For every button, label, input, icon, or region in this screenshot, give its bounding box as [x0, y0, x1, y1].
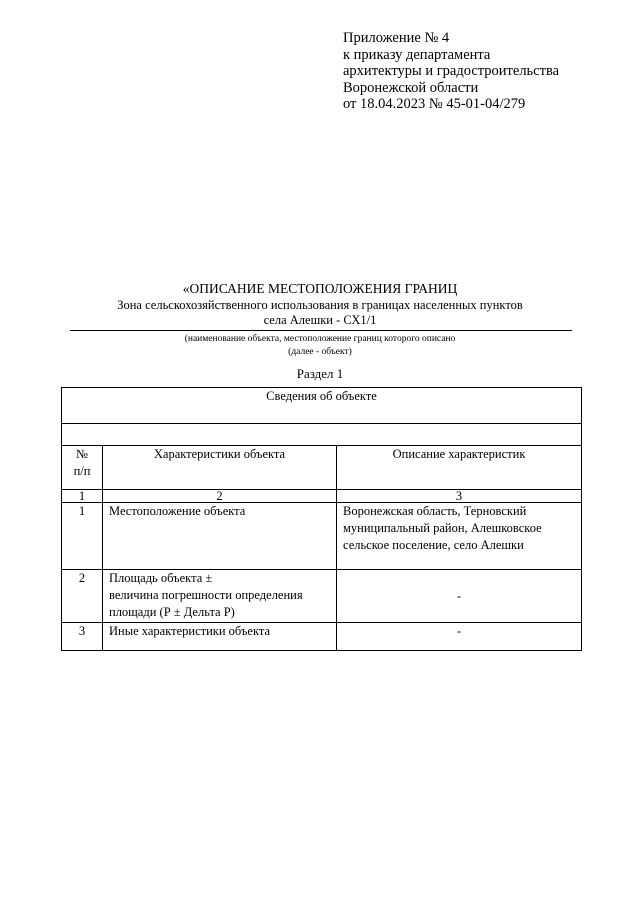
- table-heading-row: [62, 388, 582, 424]
- row-characteristic: [103, 503, 337, 570]
- characteristic-line: Иные характеристики объекта: [109, 624, 271, 638]
- row-description: -: [337, 570, 582, 623]
- row-description: -: [337, 623, 582, 651]
- object-name-caption: [120, 333, 520, 358]
- column-number: 2: [103, 490, 337, 503]
- row-number: 2: [62, 570, 103, 623]
- characteristic-line: Местоположение объекта: [109, 504, 246, 518]
- appendix-line: архитектуры и градостроительства: [343, 63, 560, 79]
- description-line: муниципальный район, Алешковское: [343, 521, 542, 535]
- characteristic-line: Площадь объекта ±: [109, 571, 213, 585]
- object-name: [100, 298, 540, 328]
- section-title: Раздел 1: [296, 366, 344, 381]
- description-line: сельское поселение, село Алешки: [343, 538, 524, 552]
- table-row: [62, 623, 582, 651]
- row-number: 1: [62, 503, 103, 570]
- row-characteristic: [103, 570, 337, 623]
- object-name-line: села Алешки - СХ1/1: [263, 313, 377, 327]
- appendix-line: Приложение № 4: [343, 30, 450, 46]
- header-num-abbr: п/п: [73, 464, 91, 478]
- description-line: Воронежская область, Терновский: [343, 504, 527, 518]
- header-characteristics: Характеристики объекта: [103, 446, 337, 490]
- header-num-symbol: №: [76, 447, 88, 461]
- column-header-row: [62, 446, 582, 490]
- object-info-table: [61, 387, 582, 651]
- appendix-line: от 18.04.2023 № 45-01-04/279: [343, 96, 526, 112]
- characteristic-line: площади (Р ± Дельта Р): [109, 605, 235, 619]
- column-number: 3: [337, 490, 582, 503]
- row-characteristic: [103, 623, 337, 651]
- table-heading: Сведения об объекте: [62, 388, 582, 424]
- empty-cell: [62, 424, 582, 446]
- header-num: [62, 446, 103, 490]
- appendix-line: Воронежской области: [343, 79, 479, 96]
- appendix-line: к приказу департамента: [343, 46, 491, 63]
- caption-line: (наименование объекта, местоположение границ которого описано: [184, 334, 456, 344]
- document-title: «ОПИСАНИЕ МЕСТОПОЛОЖЕНИЯ ГРАНИЦ: [182, 281, 458, 296]
- object-name-line: Зона сельскохозяйственного использования в границах населенных пунктов: [117, 298, 523, 312]
- underline-rule: [70, 330, 572, 331]
- row-description: [337, 503, 582, 570]
- column-number: 1: [62, 490, 103, 503]
- header-description: Описание характеристик: [337, 446, 582, 490]
- table-row: [62, 503, 582, 570]
- table-empty-row: [62, 424, 582, 446]
- table-row: [62, 570, 582, 623]
- characteristic-line: величина погрешности определения: [109, 588, 303, 602]
- caption-line: (далее - объект): [288, 346, 352, 357]
- row-number: 3: [62, 623, 103, 651]
- column-number-row: [62, 490, 582, 503]
- appendix-header: [343, 30, 559, 113]
